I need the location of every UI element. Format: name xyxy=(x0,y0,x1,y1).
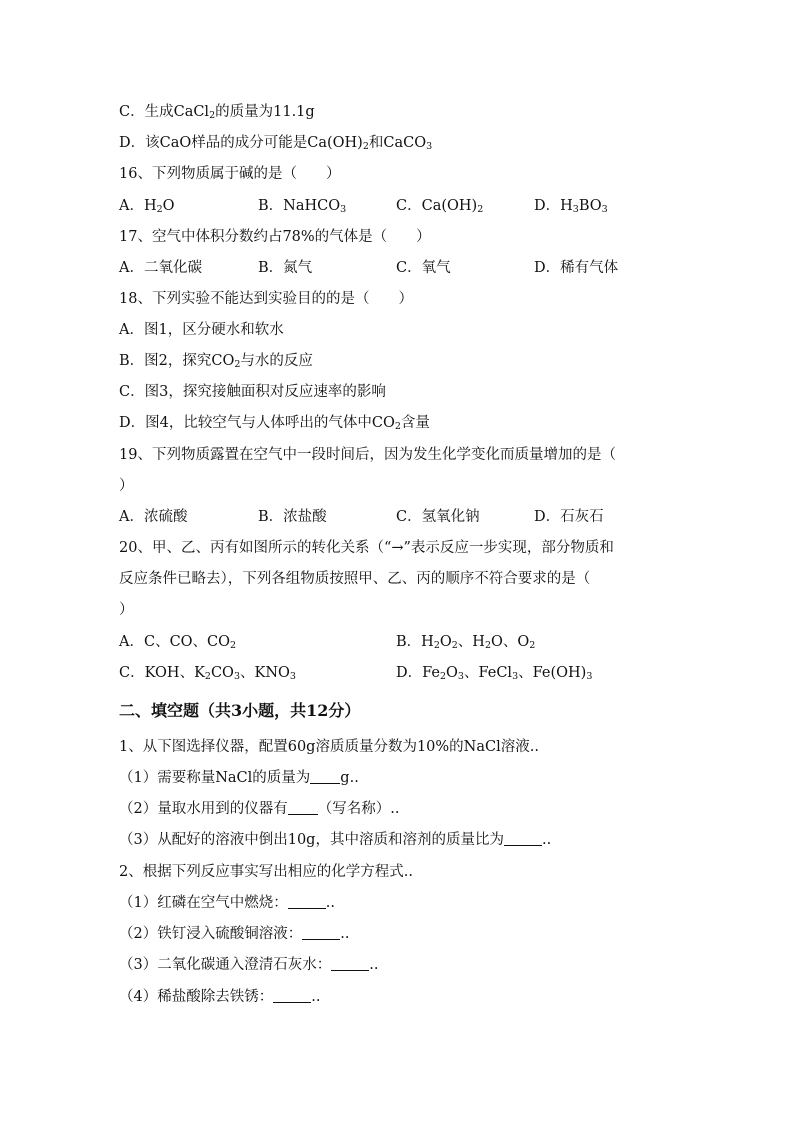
fill2-stem: 2、根据下列反应事实写出相应的化学方程式.. xyxy=(119,864,413,880)
q20-option-a: A．C、CO、$CO_2$ xyxy=(119,634,237,651)
q19-option-c: C．氢氧化钠 xyxy=(396,509,480,525)
fill1-part1: （1）需要称量NaCl的质量为 g.. xyxy=(119,770,359,786)
fill2-part3: （3）二氧化碳通入澄清石灰水： .. xyxy=(119,957,379,973)
q20-stem-line2: 反应条件已略去），下列各组物质按照甲、乙、丙的顺序不符合要求的是（ xyxy=(119,571,591,587)
q17-option-b: B．氮气 xyxy=(258,260,313,276)
q17-option-d: D．稀有气体 xyxy=(534,260,619,276)
q20-stem-line3: ） xyxy=(119,602,134,618)
q16-option-a: A．$H_2O$ xyxy=(119,198,175,215)
q20-stem-line1: 20、甲、乙、丙有如图所示的转化关系（“→”表示反应一步实现，部分物质和 xyxy=(119,540,614,556)
q19-stem-line2: ） xyxy=(119,478,134,494)
q16-option-b: B．NaHCO$_3$ xyxy=(258,198,347,215)
q19-option-a: A．浓硫酸 xyxy=(119,509,188,525)
q16-stem: 16、下列物质属于碱的是（ ） xyxy=(119,166,341,182)
q20-option-c: C．KOH、$K_2CO_3$、$KNO_3$ xyxy=(119,665,296,682)
q18-option-a: A．图1，区分硬水和软水 xyxy=(119,322,284,338)
section-heading-fill-in: 二、填空题（共3小题，共12分） xyxy=(119,701,361,720)
answer-blank[interactable] xyxy=(288,800,318,815)
q17-option-a: A．二氧化碳 xyxy=(119,260,202,276)
q15-option-c: C．生成CaCl$_2$的质量为11.1g xyxy=(119,104,315,121)
q19-option-b: B．浓盐酸 xyxy=(258,509,327,525)
q16-option-c: C．$Ca(OH)_2$ xyxy=(396,198,484,215)
answer-blank[interactable] xyxy=(504,831,542,846)
answer-blank[interactable] xyxy=(273,988,311,1003)
fill1-stem: 1、从下图选择仪器，配置60g溶质质量分数为10%的NaCl溶液.. xyxy=(119,739,539,755)
q20-option-d: D．$Fe_2O_3$、FeCl$_3$、$Fe(OH)_3$ xyxy=(396,665,593,682)
fill1-part2: （2）量取水用到的仪器有 （写名称）.. xyxy=(119,801,400,817)
q16-option-d: D．$H_3BO_3$ xyxy=(534,198,608,215)
q19-option-d: D．石灰石 xyxy=(534,509,604,525)
q17-option-c: C．氧气 xyxy=(396,260,451,276)
fill2-part4: （4）稀盐酸除去铁锈： .. xyxy=(119,989,321,1005)
fill2-part1: （1）红磷在空气中燃烧： .. xyxy=(119,895,335,911)
answer-blank[interactable] xyxy=(331,956,369,971)
fill2-part2: （2）铁钉浸入硫酸铜溶液： .. xyxy=(119,926,350,942)
q17-stem: 17、空气中体积分数约占78%的气体是（ ） xyxy=(119,229,431,245)
q18-stem: 18、下列实验不能达到实验目的的是（ ） xyxy=(119,291,413,307)
q20-option-b: B．$H_2O_2$、$H_2O$、$O_2$ xyxy=(396,634,536,651)
q18-option-c: C．图3，探究接触面积对反应速率的影响 xyxy=(119,384,386,400)
answer-blank[interactable] xyxy=(310,769,340,784)
q18-option-d: D．图4，比较空气与人体呼出的气体中$CO_2$含量 xyxy=(119,415,430,432)
answer-blank[interactable] xyxy=(302,925,340,940)
fill1-part3: （3）从配好的溶液中倒出10g，其中溶质和溶剂的质量比为 .. xyxy=(119,832,552,848)
answer-blank[interactable] xyxy=(288,894,326,909)
q19-stem-line1: 19、下列物质露置在空气中一段时间后，因为发生化学变化而质量增加的是（ xyxy=(119,447,616,463)
q15-option-d: D．该CaO样品的成分可能是$Ca(OH)_2$和CaCO$_3$ xyxy=(119,135,433,152)
q18-option-b: B．图2，探究$CO_2$与水的反应 xyxy=(119,353,313,370)
